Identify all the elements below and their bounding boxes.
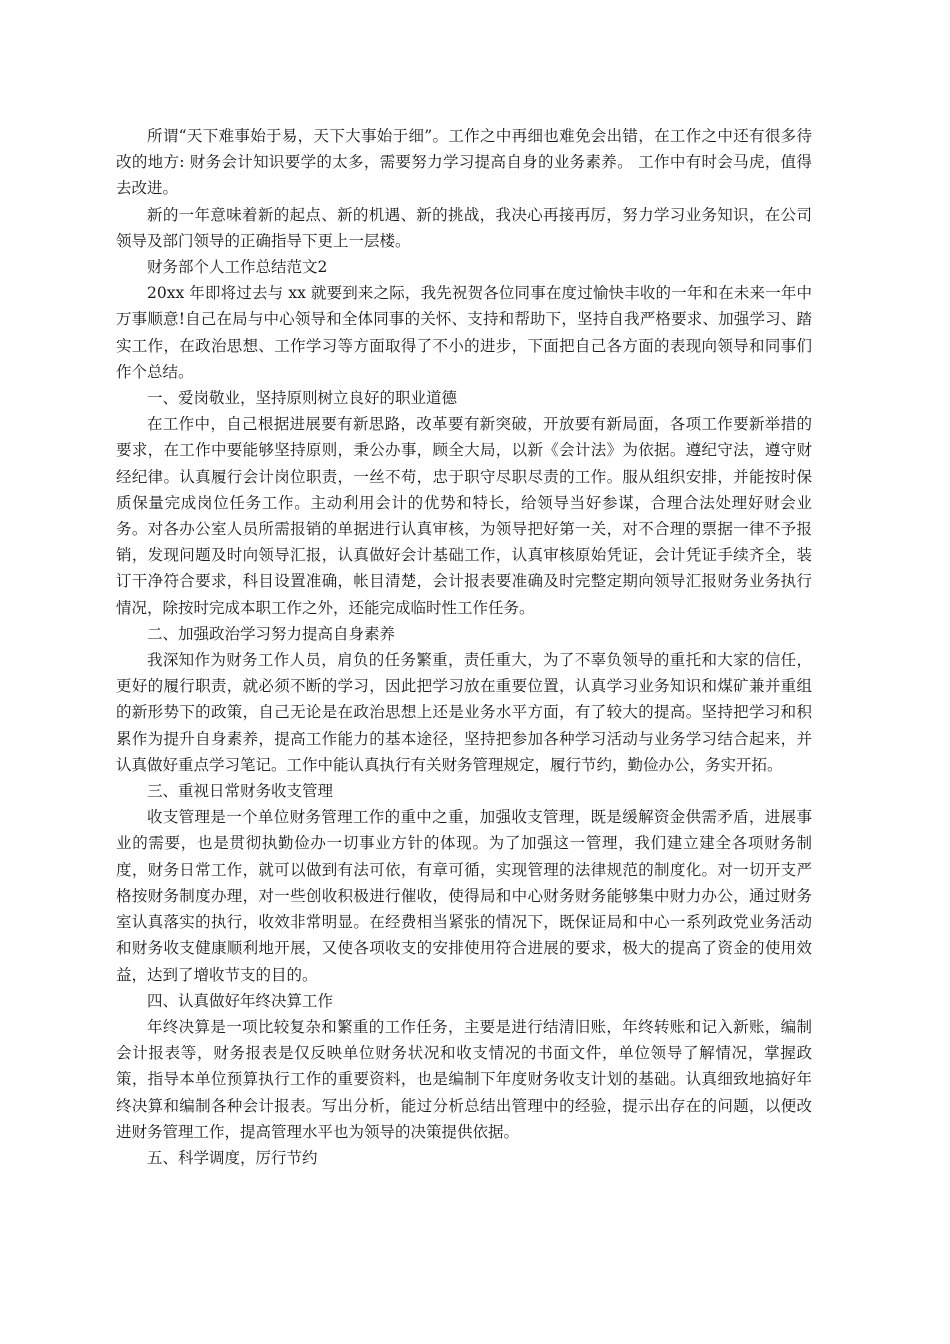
section-heading-1: 一、爱岗敬业，坚持原则树立良好的职业道德 bbox=[147, 389, 458, 408]
section-heading-4: 四、认真做好年终决算工作 bbox=[147, 991, 334, 1010]
document-subtitle: 财务部个人工作总结范文2 bbox=[147, 258, 328, 277]
paragraph-summary-opening: 20xx 年即将过去与 xx 就要到来之际，我先祝贺各位同事在度过愉快丰收的一年和在未来一年中万事顺意!自己在局与中心领导和全体同事的关怀、支持和帮助下，坚持自我严格要求、加强学习、踏实工作，在政治思想、工作学习等方面取得了不小的进步，下面把自己各方面的表现向领导和同事们作个总结。 bbox=[116, 284, 812, 381]
paragraph-intro: 所谓“天下难事始于易，天下大事始于细”。工作之中再细也难免会出错，在工作之中还有很多待改的地方: 财务会计知识要学的太多，需要努力学习提高自身的业务素养。 工作中有时会马虎，值得去改进。 bbox=[116, 127, 812, 198]
section-body-3: 收支管理是一个单位财务管理工作的重中之重，加强收支管理，既是缓解资金供需矛盾，进展事业的需要，也是贯彻执勤俭办一切事业方针的体现。为了加强这一管理，我们建立建全各项财务制度，财务日常工作，就可以做到有法可依，有章可循，实现管理的法律规范的制度化。对一切开支严格按财务制度办理，对一些创收积极进行催收，使得局和中心财务财务能够集中财力办公，通过财务室认真落实的执行，收效非常明显。在经费相当紧张的情况下，既保证局和中心一系列政党业务活动和财务收支健康顺利地开展，又使各项收支的安排使用符合进展的要求，极大的提高了资金的使用效益，达到了增收节支的目的。 bbox=[116, 808, 812, 984]
section-heading-2: 二、加强政治学习努力提高自身素养 bbox=[147, 624, 396, 643]
paragraph-new-year: 新的一年意味着新的起点、新的机遇、新的挑战，我决心再接再厉，努力学习业务知识，在公司领导及部门领导的正确指导下更上一层楼。 bbox=[116, 205, 812, 250]
document-body bbox=[116, 123, 812, 1171]
section-heading-3: 三、重视日常财务收支管理 bbox=[147, 782, 334, 801]
section-body-2: 我深知作为财务工作人员，肩负的任务繁重，责任重大，为了不辜负领导的重托和大家的信任，更好的履行职责，就必须不断的学习，因此把学习放在重要位置，认真学习业务知识和煤矿兼并重组的新形势下的政策，自己无论是在政治思想上还是业务水平方面，有了较大的提高。坚持把学习和积累作为提升自身素养，提高工作能力的基本途径，坚持把参加各种学习活动与业务学习结合起来，并认真做好重点学习笔记。工作中能认真执行有关财务管理规定，履行节约，勤俭办公，务实开拓。 bbox=[116, 651, 812, 774]
section-heading-5: 五、科学调度，厉行节约 bbox=[147, 1148, 318, 1167]
section-body-4: 年终决算是一项比较复杂和繁重的工作任务，主要是进行结清旧账，年终转账和记入新账，编制会计报表等，财务报表是仅反映单位财务状况和收支情况的书面文件，单位领导了解情况，掌握政策，指导本单位预算执行工作的重要资料，也是编制下年度财务收支计划的基础。认真细致地搞好年终决算和编制各种会计报表。写出分析，能过分析总结出管理中的经验，提示出存在的问题，以便改进财务管理工作，提高管理水平也为领导的决策提供依据。 bbox=[116, 1017, 812, 1141]
section-body-1: 在工作中，自己根据进展要有新思路，改革要有新突破，开放要有新局面，各项工作要新举措的要求，在工作中要能够坚持原则，秉公办事，顾全大局，以新《会计法》为依据。遵纪守法，遵守财经纪律。认真履行会计岗位职责，一丝不苟，忠于职守尽职尽责的工作。服从组织安排，并能按时保质保量完成岗位任务工作。主动利用会计的优势和特长，给领导当好参谋，合理合法处理好财会业务。对各办公室人员所需报销的单据进行认真审核，为领导把好第一关，对不合理的票据一律不予报销，发现问题及时向领导汇报，认真做好会计基础工作，认真审核原始凭证，会计凭证手续齐全，装订干净符合要求，科目设置准确，帐目清楚，会计报表要准确及时完整定期向领导汇报财务业务执行情况，除按时完成本职工作之外，还能完成临时性工作任务。 bbox=[116, 415, 812, 617]
